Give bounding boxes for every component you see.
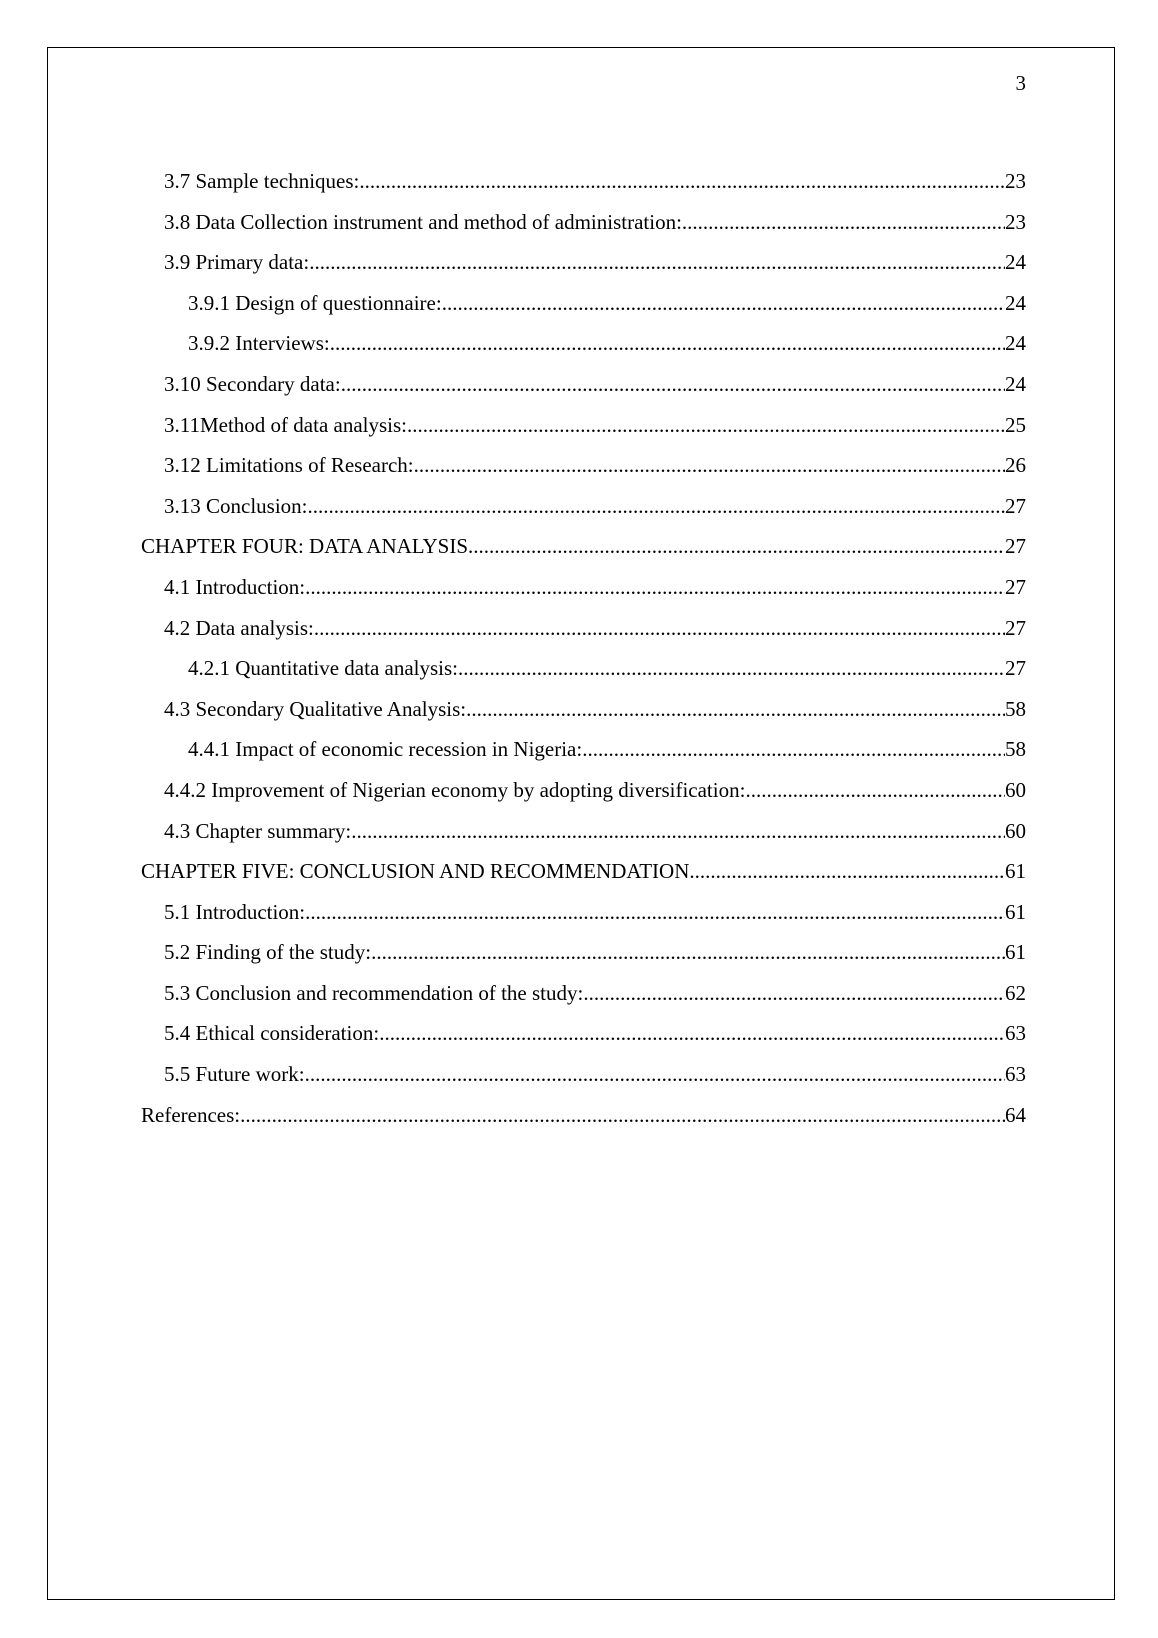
toc-entry-label: 4.1 Introduction: [164,574,306,599]
toc-entry-label: 5.4 Ethical consideration: [164,1021,380,1046]
toc-dot-leader [240,1102,1005,1128]
toc-entry[interactable] [0,939,1158,980]
toc-entry-page: 27 [1005,493,1026,518]
toc-entry-label: 4.4.2 Improvement of Nigerian economy by adopting diversification: [164,777,746,802]
toc-dot-leader [689,858,1005,884]
toc-entry-page: 27 [1005,656,1026,681]
toc-entry-label: 4.2 Data analysis: [164,615,314,640]
toc-entry-page: 60 [1005,777,1026,802]
toc-dot-leader [468,533,1005,559]
toc-dot-leader [330,330,1005,356]
toc-entry-label: 3.9.1 Design of questionnaire: [188,290,442,315]
toc-dot-leader [407,412,1005,438]
toc-dot-leader [582,736,1005,762]
toc-entry[interactable] [0,899,1158,940]
toc-entry[interactable] [0,330,1158,371]
toc-dot-leader [359,168,1005,194]
toc-entry-label: 3.11Method of data analysis: [164,412,408,437]
toc-dot-leader [442,290,1005,316]
toc-entry-page: 63 [1005,1021,1026,1046]
toc-entry[interactable] [0,1020,1158,1061]
toc-entry[interactable] [0,168,1158,209]
toc-dot-leader [466,696,1005,722]
toc-entry-label: 3.8 Data Collection instrument and method of administration: [164,209,682,234]
toc-entry-page: 24 [1005,290,1026,315]
toc-entry[interactable] [0,818,1158,859]
toc-dot-leader [583,980,1005,1006]
toc-entry-page: 24 [1005,371,1026,396]
toc-entry-page: 58 [1005,737,1026,762]
toc-entry-label: 3.7 Sample techniques: [164,169,360,193]
page-number: 3 [1015,71,1026,95]
toc-entry-label: 4.3 Chapter summary: [164,818,352,843]
toc-entry-label: CHAPTER FIVE: CONCLUSION AND RECOMMENDATION [141,859,690,884]
toc-entry-page: 23 [1005,209,1026,234]
toc-entry-page: 23 [1005,169,1026,193]
toc-entry-label: 3.9.2 Interviews: [188,331,330,356]
toc-dot-leader [414,452,1005,478]
toc-entry[interactable] [0,412,1158,453]
toc-entry[interactable] [0,655,1158,696]
toc-entry-page: 24 [1005,250,1026,275]
toc-dot-leader [305,574,1005,600]
toc-entry-page: 24 [1005,331,1026,356]
toc-dot-leader [314,615,1005,641]
toc-entry-page: 27 [1005,574,1026,599]
toc-entry-label: 3.10 Secondary data: [164,371,341,396]
toc-entry-label: CHAPTER FOUR: DATA ANALYSIS [141,534,469,559]
toc-entry-label: References: [141,1102,241,1127]
toc-dot-leader [351,818,1005,844]
toc-dot-leader [305,1061,1005,1087]
toc-entry[interactable] [0,290,1158,331]
toc-entry-label: 3.12 Limitations of Research: [164,453,414,478]
toc-entry[interactable] [0,209,1158,250]
toc-dot-leader [308,493,1005,519]
toc-entry[interactable] [0,574,1158,615]
toc-entry[interactable] [0,452,1158,493]
toc-dot-leader [458,655,1005,681]
toc-entry[interactable] [0,696,1158,737]
toc-entry[interactable] [0,777,1158,818]
toc-dot-leader [682,209,1005,235]
toc-entry[interactable] [0,736,1158,777]
toc-dot-leader [309,249,1005,275]
toc-entry-page: 27 [1005,615,1026,640]
toc-entry-label: 5.2 Finding of the study: [164,940,372,965]
toc-entry-label: 3.13 Conclusion: [164,493,308,518]
toc-dot-leader [305,899,1005,925]
toc-entry[interactable] [0,249,1158,290]
toc-entry-page: 63 [1005,1062,1026,1087]
toc-entry-page: 64 [1005,1102,1026,1127]
toc-entry[interactable] [0,371,1158,412]
toc-entry-label: 5.5 Future work: [164,1062,305,1087]
toc-dot-leader [745,777,1005,803]
toc-entry-page: 62 [1005,980,1026,1005]
toc-entry-page: 61 [1005,899,1026,924]
toc-entry-label: 4.3 Secondary Qualitative Analysis: [164,696,467,721]
table-of-contents [0,168,1158,1142]
toc-entry-label: 5.3 Conclusion and recommendation of the study: [164,980,584,1005]
toc-entry-page: 60 [1005,818,1026,843]
toc-entry[interactable] [0,493,1158,534]
toc-entry[interactable] [0,980,1158,1021]
toc-dot-leader [371,939,1005,965]
toc-entry-chapter[interactable] [0,533,1158,574]
toc-entry[interactable] [0,615,1158,656]
toc-entry[interactable] [0,1061,1158,1102]
toc-entry-page: 61 [1005,859,1026,884]
toc-entry-label: 3.9 Primary data: [164,250,310,275]
toc-entry-label: 4.4.1 Impact of economic recession in Nigeria: [188,737,583,762]
toc-dot-leader [379,1020,1005,1046]
toc-entry-chapter[interactable] [0,1102,1158,1143]
toc-entry-page: 25 [1005,412,1026,437]
toc-entry-label: 4.2.1 Quantitative data analysis: [188,656,459,681]
toc-entry-page: 26 [1005,453,1026,478]
toc-entry-page: 61 [1005,940,1026,965]
toc-entry-chapter[interactable] [0,858,1158,899]
toc-entry-page: 58 [1005,696,1026,721]
toc-dot-leader [341,371,1005,397]
toc-entry-page: 27 [1005,534,1026,559]
toc-entry-label: 5.1 Introduction: [164,899,306,924]
